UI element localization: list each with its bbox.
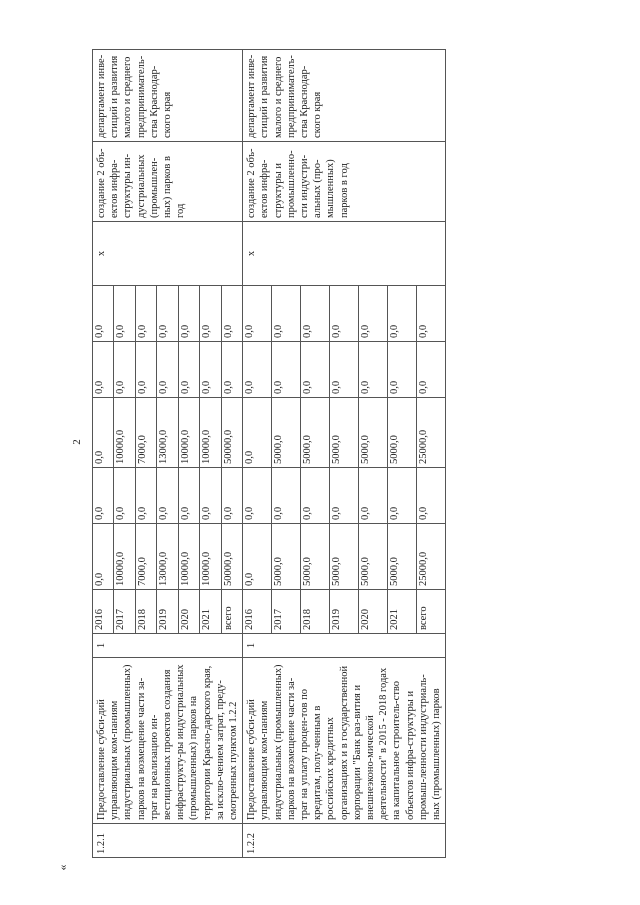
total-amount-cell: 50000,0	[221, 524, 243, 590]
regional-amount-cell: 13000,0	[157, 398, 178, 468]
page-number: 2	[70, 439, 83, 445]
other-amount-cell: 0,0	[417, 286, 446, 342]
local-amount-cell: 0,0	[178, 342, 199, 398]
year-cell: 2020	[359, 590, 388, 634]
local-amount-cell: 0,0	[359, 342, 388, 398]
federal-amount-cell: 0,0	[330, 468, 359, 524]
local-amount-cell: 0,0	[272, 342, 301, 398]
total-amount-cell: 5000,0	[272, 524, 301, 590]
quote-mark: «	[55, 864, 70, 871]
federal-amount-cell: 0,0	[200, 468, 221, 524]
other-amount-cell: 0,0	[200, 286, 221, 342]
regional-amount-cell: 7000,0	[135, 398, 156, 468]
year-cell: 2017	[114, 590, 135, 634]
responsible-department: департамент инве-стиций и развития малого и среднего предпринимателъ-ства Краснодар-ского края	[243, 50, 446, 142]
federal-amount-cell: 0,0	[388, 468, 417, 524]
local-amount-cell: 0,0	[157, 342, 178, 398]
other-amount-cell: 0,0	[330, 286, 359, 342]
measure-code: 1.2.2	[243, 824, 446, 858]
total-amount-cell: 5000,0	[330, 524, 359, 590]
federal-amount-cell: 0,0	[178, 468, 199, 524]
regional-amount-cell: 50000,0	[221, 398, 243, 468]
regional-amount-cell: 25000,0	[417, 398, 446, 468]
federal-amount-cell: 0,0	[301, 468, 330, 524]
total-amount-cell: 0,0	[243, 524, 272, 590]
measure-flag: 1	[93, 634, 243, 658]
other-amount-cell: 0,0	[243, 286, 272, 342]
year-cell: 2018	[301, 590, 330, 634]
other-amount-cell: 0,0	[178, 286, 199, 342]
local-amount-cell: 0,0	[135, 342, 156, 398]
year-cell: 2021	[388, 590, 417, 634]
year-cell: 2016	[243, 590, 272, 634]
regional-amount-cell: 5000,0	[388, 398, 417, 468]
total-amount-cell: 25000,0	[417, 524, 446, 590]
measure-description: Предоставление субси-дий управляющим ком-паниям индустриальных (промышленных) парков на возмещение части за-трат на реализацию ин-вестиционных проектов создания инфраструкту-ры индустриальных (промышленных) парков на территории Красно-дарского края, за исклю-чением затрат, преду-смотренных пунктом 1.2.2	[93, 658, 243, 824]
other-amount-cell: 0,0	[388, 286, 417, 342]
year-row	[93, 50, 114, 858]
local-amount-cell: 0,0	[330, 342, 359, 398]
other-amount-cell: 0,0	[135, 286, 156, 342]
measure-code: 1.2.1	[93, 824, 243, 858]
regional-amount-cell: 5000,0	[272, 398, 301, 468]
year-cell: всего	[417, 590, 446, 634]
regional-amount-cell: 5000,0	[359, 398, 388, 468]
other-amount-cell: 0,0	[157, 286, 178, 342]
federal-amount-cell: 0,0	[157, 468, 178, 524]
local-amount-cell: 0,0	[114, 342, 135, 398]
regional-amount-cell: 5000,0	[301, 398, 330, 468]
other-amount-cell: 0,0	[93, 286, 114, 342]
year-cell: 2016	[93, 590, 114, 634]
regional-amount-cell: 10000,0	[200, 398, 221, 468]
total-amount-cell: 10000,0	[114, 524, 135, 590]
federal-amount-cell: 0,0	[221, 468, 243, 524]
responsible-department: департамент инве-стиций и развития малого и среднего предприниматель-ства Краснодар-ского края	[93, 50, 243, 142]
rotated-program-table-sheet	[92, 50, 630, 858]
x-mark-cell: x	[93, 222, 243, 286]
regional-amount-cell: 10000,0	[114, 398, 135, 468]
regional-amount-cell: 5000,0	[330, 398, 359, 468]
total-amount-cell: 5000,0	[388, 524, 417, 590]
year-cell: 2018	[135, 590, 156, 634]
other-amount-cell: 0,0	[114, 286, 135, 342]
total-amount-cell: 7000,0	[135, 524, 156, 590]
year-cell: всего	[221, 590, 243, 634]
local-amount-cell: 0,0	[243, 342, 272, 398]
year-cell: 2019	[157, 590, 178, 634]
total-amount-cell: 5000,0	[359, 524, 388, 590]
other-amount-cell: 0,0	[301, 286, 330, 342]
total-amount-cell: 10000,0	[200, 524, 221, 590]
local-amount-cell: 0,0	[388, 342, 417, 398]
table-body	[93, 50, 446, 858]
federal-amount-cell: 0,0	[135, 468, 156, 524]
year-cell: 2017	[272, 590, 301, 634]
local-amount-cell: 0,0	[200, 342, 221, 398]
expected-result: создание 2 объ-ектов инфра-структуры и промышленно-сти индустри-альных (про-мышленных) парков в год	[243, 142, 446, 222]
regional-amount-cell: 0,0	[93, 398, 114, 468]
year-cell: 2019	[330, 590, 359, 634]
program-measures-table	[92, 49, 446, 858]
other-amount-cell: 0,0	[272, 286, 301, 342]
measure-flag: 1	[243, 634, 446, 658]
year-cell: 2021	[200, 590, 221, 634]
federal-amount-cell: 0,0	[417, 468, 446, 524]
local-amount-cell: 0,0	[417, 342, 446, 398]
x-mark-cell: x	[243, 222, 446, 286]
total-amount-cell: 5000,0	[301, 524, 330, 590]
federal-amount-cell: 0,0	[272, 468, 301, 524]
total-amount-cell: 13000,0	[157, 524, 178, 590]
local-amount-cell: 0,0	[221, 342, 243, 398]
regional-amount-cell: 0,0	[243, 398, 272, 468]
year-cell: 2020	[178, 590, 199, 634]
expected-result: создание 2 объ-ектов инфра-структуры ин-дустриальных (промышлен-ных) парков в год	[93, 142, 243, 222]
other-amount-cell: 0,0	[221, 286, 243, 342]
local-amount-cell: 0,0	[93, 342, 114, 398]
federal-amount-cell: 0,0	[359, 468, 388, 524]
other-amount-cell: 0,0	[359, 286, 388, 342]
regional-amount-cell: 10000,0	[178, 398, 199, 468]
total-amount-cell: 10000,0	[178, 524, 199, 590]
local-amount-cell: 0,0	[301, 342, 330, 398]
federal-amount-cell: 0,0	[114, 468, 135, 524]
federal-amount-cell: 0,0	[93, 468, 114, 524]
federal-amount-cell: 0,0	[243, 468, 272, 524]
measure-description: Предоставление субси-дий управляющим ком-паниям индустриальных (промышленных) парков на возмещение части за-трат на уплату процен-тов по кредитам, полу-ченным в российских кредитных организациях и в государственной корпорации "Банк раз-вития и внешнеэконо-мической деятельности" в 2015 - 2018 годах на капитальное строитель-ство объектов инфра-структуры и промыш-ленности индустриаль-ных (промышленных) парков	[243, 658, 446, 824]
total-amount-cell: 0,0	[93, 524, 114, 590]
year-row	[243, 50, 272, 858]
